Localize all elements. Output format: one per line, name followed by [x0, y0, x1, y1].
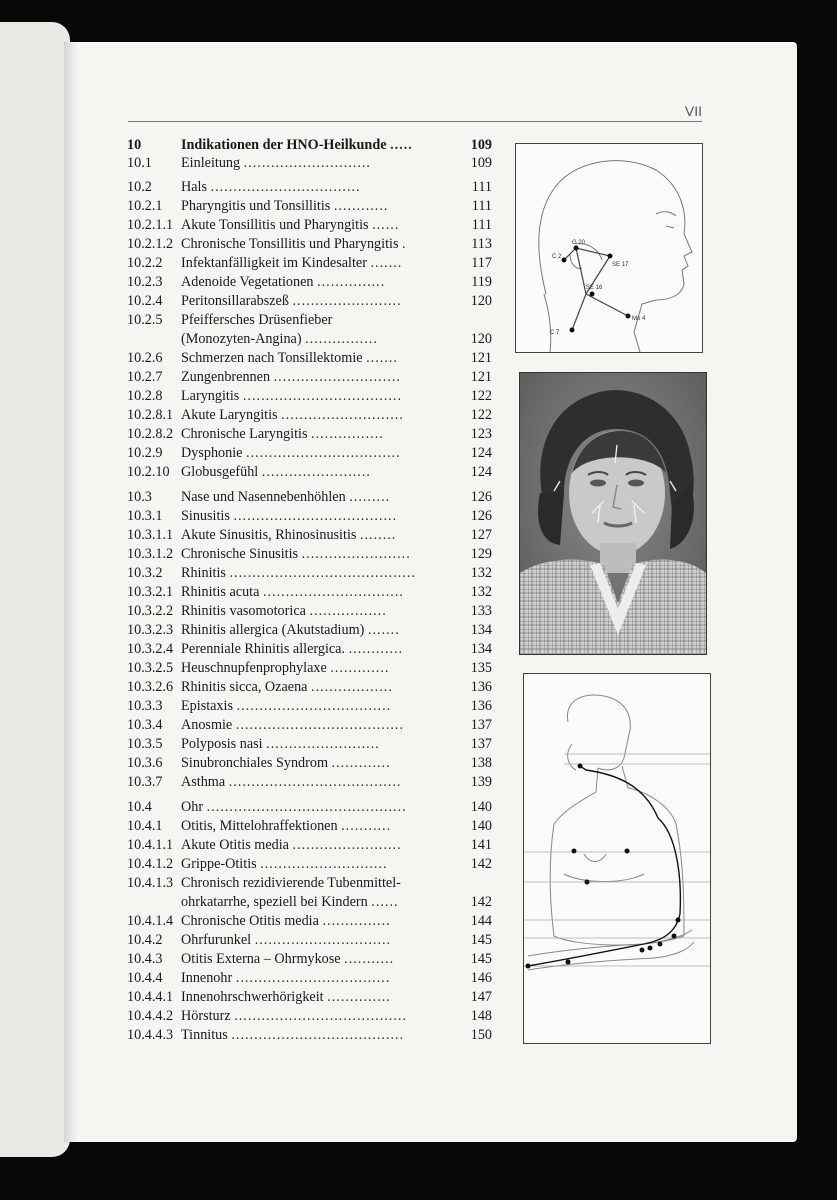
toc-page-number: 139: [470, 774, 492, 790]
toc-page-number: 119: [471, 274, 492, 290]
toc-leader-dots: ......: [372, 217, 400, 233]
toc-title: Chronische Tonsillitis und Pharyngitis .: [181, 236, 407, 252]
toc-page-number: 137: [470, 736, 492, 752]
toc-title: Chronische Laryngitis ................: [181, 426, 384, 442]
toc-section-number: 10.3.2: [127, 565, 163, 581]
toc-entry: [127, 817, 497, 835]
toc-entry: [127, 136, 497, 154]
toc-page-number: 129: [470, 546, 492, 562]
toc-leader-dots: ......................................: [231, 1027, 405, 1043]
head-neck-drawing: [516, 144, 702, 352]
head-neck-figure: [515, 143, 703, 353]
toc-page-number: 137: [470, 717, 492, 733]
toc-leader-dots: ............................: [243, 155, 371, 171]
meridian-figure: [523, 673, 711, 1044]
toc-section-number: 10.4: [127, 799, 152, 815]
toc-section-number: 10.3.2.2: [127, 603, 174, 619]
toc-page-number: 136: [470, 698, 492, 714]
toc-title: Innenohrschwerhörigkeit ..............: [181, 989, 391, 1005]
toc-entry: [127, 988, 497, 1006]
toc-section-number: 10.4.4.1: [127, 989, 174, 1005]
toc-page-number: 126: [470, 489, 492, 505]
toc-entry: [127, 931, 497, 949]
toc-section-number: 10.2.9: [127, 445, 163, 461]
toc-title: ohrkatarrhe, speziell bei Kindern ......: [181, 894, 399, 910]
toc-leader-dots: .........................................: [229, 565, 416, 581]
toc-leader-dots: .............: [331, 755, 391, 771]
toc-leader-dots: ............................: [273, 369, 401, 385]
toc-section-number: 10.2.10: [127, 464, 170, 480]
toc-entry: [127, 545, 497, 563]
toc-leader-dots: ..................................: [235, 970, 391, 986]
toc-leader-dots: ........................: [261, 464, 371, 480]
toc-leader-dots: ...........: [344, 951, 395, 967]
toc-section-number: 10.3.6: [127, 755, 163, 771]
toc-leader-dots: .....: [390, 137, 413, 153]
toc-entry: [127, 678, 497, 696]
toc-title: Rhinitis acuta ...............................: [181, 584, 404, 600]
toc-leader-dots: .......: [366, 350, 398, 366]
toc-page-number: 122: [470, 388, 492, 404]
toc-title: Hörsturz ......................................: [181, 1008, 407, 1024]
toc-page-number: 145: [470, 951, 492, 967]
toc-leader-dots: .................................: [210, 179, 361, 195]
toc-entry: [127, 1026, 497, 1044]
toc-entry: [127, 583, 497, 601]
toc-section-number: 10.4.2: [127, 932, 163, 948]
toc-section-number: 10.4.3: [127, 951, 163, 967]
toc-title: Asthma ......................................: [181, 774, 402, 790]
toc-section-number: 10.2: [127, 179, 152, 195]
toc-page-number: 120: [470, 331, 492, 347]
toc-entry: [127, 488, 497, 506]
toc-page-number: 124: [470, 445, 492, 461]
toc-leader-dots: ...........................: [281, 407, 404, 423]
toc-leader-dots: ........................: [301, 546, 411, 562]
toc-title: Sinusitis ....................................: [181, 508, 398, 524]
toc-entry: [127, 526, 497, 544]
toc-leader-dots: .......: [370, 255, 403, 271]
toc-entry: [127, 235, 497, 253]
toc-page-number: 147: [470, 989, 492, 1005]
toc-page-number: 142: [470, 894, 492, 910]
toc-page-number: 145: [470, 932, 492, 948]
toc-title: Rhinitis sicca, Ozaena ..................: [181, 679, 393, 695]
toc-section-number: 10.3.1.1: [127, 527, 174, 543]
toc-page-number: 135: [470, 660, 492, 676]
toc-leader-dots: ..............................: [254, 932, 392, 948]
toc-entry: [127, 387, 497, 405]
toc-title: Akute Tonsillitis und Pharyngitis ......: [181, 217, 400, 233]
toc-title: Akute Otitis media ........................: [181, 837, 402, 853]
toc-title: Nase und Nasennebenhöhlen .........: [181, 489, 391, 505]
toc-entry: [127, 735, 497, 753]
toc-leader-dots: ......: [371, 894, 399, 910]
toc-title: Laryngitis ...................................: [181, 388, 403, 404]
toc-title: Polyposis nasi .........................: [181, 736, 380, 752]
toc-section-number: 10.4.1: [127, 818, 163, 834]
toc-leader-dots: ..................: [311, 679, 393, 695]
toc-leader-dots: ................: [311, 426, 384, 442]
toc-title: (Monozyten-Angina) ................: [181, 331, 378, 347]
toc-title: Hals .................................: [181, 179, 361, 195]
toc-entry: [127, 602, 497, 620]
toc-section-number: 10.1: [127, 155, 152, 171]
toc-page-number: 111: [471, 217, 492, 233]
toc-leader-dots: ........................: [292, 293, 402, 309]
toc-entry: [127, 463, 497, 481]
toc-title: Globusgefühl ........................: [181, 464, 371, 480]
toc-page-number: 133: [470, 603, 492, 619]
toc-entry: [127, 621, 497, 639]
toc-section-number: 10.3.2.3: [127, 622, 174, 638]
toc-leader-dots: ............: [348, 641, 404, 657]
toc-entry: [127, 273, 497, 291]
toc-title: Infektanfälligkeit im Kindesalter .......: [181, 255, 403, 271]
toc-title: Grippe-Otitis ............................: [181, 856, 388, 872]
toc-page-number: 140: [470, 799, 492, 815]
toc-entry: [127, 773, 497, 791]
toc-section-number: 10.3.3: [127, 698, 163, 714]
toc-page-number: 122: [470, 407, 492, 423]
toc-title: Anosmie .....................................: [181, 717, 405, 733]
toc-page-number: 121: [470, 369, 492, 385]
toc-leader-dots: ...........: [341, 818, 392, 834]
toc-title: Pharyngitis und Tonsillitis ............: [181, 198, 389, 214]
toc-page-number: 134: [470, 622, 492, 638]
toc-leader-dots: ......................................: [228, 774, 402, 790]
toc-leader-dots: ..................................: [236, 698, 392, 714]
meridian-drawing: [524, 674, 710, 1043]
toc-title: Epistaxis ..................................: [181, 698, 392, 714]
toc-leader-dots: .........: [349, 489, 391, 505]
toc-entry: [127, 950, 497, 968]
toc-section-number: 10.2.1.2: [127, 236, 174, 252]
toc-section-number: 10.2.6: [127, 350, 163, 366]
toc-page-number: 141: [470, 837, 492, 853]
toc-leader-dots: ............................................: [206, 799, 407, 815]
toc-title: Otitis, Mittelohraffektionen ...........: [181, 818, 392, 834]
toc-section-number: 10.3.2.6: [127, 679, 174, 695]
toc-section-number: 10.3.7: [127, 774, 163, 790]
toc-leader-dots: .................: [309, 603, 387, 619]
point-label-se17: SE 17: [612, 262, 629, 268]
toc-page-number: 138: [470, 755, 492, 771]
toc-section-number: 10.2.1: [127, 198, 163, 214]
page-number: VII: [684, 103, 702, 119]
toc-title: Chronische Sinusitis ........................: [181, 546, 411, 562]
header-rule: [128, 121, 702, 122]
point-label-mo4: Mo 4: [632, 316, 646, 322]
toc-entry: [127, 311, 497, 329]
toc-section-number: 10.2.7: [127, 369, 163, 385]
toc-page-number: 144: [470, 913, 492, 929]
toc-entry: [127, 640, 497, 658]
toc-title: Innenohr ..................................: [181, 970, 391, 986]
toc-entry: [127, 406, 497, 424]
toc-leader-dots: .: [402, 236, 407, 252]
toc-section-number: 10.3.2.4: [127, 641, 174, 657]
toc-title: Chronische Otitis media ...............: [181, 913, 391, 929]
toc-entry: [127, 855, 497, 873]
toc-leader-dots: ..................................: [246, 445, 401, 461]
toc-page-number: 136: [470, 679, 492, 695]
toc-entry: [127, 292, 497, 310]
toc-section-number: 10.2.8: [127, 388, 163, 404]
toc-title: Adenoide Vegetationen ...............: [181, 274, 386, 290]
point-label-c2: C 2: [552, 254, 562, 260]
point-label-c7: C 7: [550, 330, 560, 336]
toc-page-number: 109: [470, 155, 492, 171]
toc-page-number: 132: [470, 584, 492, 600]
toc-entry: [127, 893, 497, 911]
toc-leader-dots: .....................................: [235, 717, 405, 733]
toc-title: Perenniale Rhinitis allergica. ............: [181, 641, 404, 657]
toc-leader-dots: ...............: [322, 913, 391, 929]
facing-page-edge: [0, 22, 70, 1157]
toc-entry: [127, 330, 497, 348]
toc-leader-dots: ......................................: [234, 1008, 407, 1024]
toc-page-number: 111: [471, 179, 492, 195]
toc-leader-dots: ............................: [260, 856, 388, 872]
toc-section-number: 10.2.3: [127, 274, 163, 290]
toc-page-number: 134: [470, 641, 492, 657]
toc-section-number: 10.3.4: [127, 717, 163, 733]
toc-section-number: 10.2.5: [127, 312, 163, 328]
toc-title: Einleitung ............................: [181, 155, 371, 171]
toc-page-number: 148: [470, 1008, 492, 1024]
toc-leader-dots: ................: [305, 331, 378, 347]
toc-entry: [127, 216, 497, 234]
toc-title: Ohr ............................................: [181, 799, 407, 815]
toc-section-number: 10.3.1.2: [127, 546, 174, 562]
toc-title: Akute Sinusitis, Rhinosinusitis ........: [181, 527, 397, 543]
toc-leader-dots: .......: [367, 622, 400, 638]
toc-page-number: 127: [470, 527, 492, 543]
toc-title: Chronisch rezidivierende Tubenmittel-: [181, 875, 401, 891]
toc-title: Dysphonie ..................................: [181, 445, 401, 461]
toc-page-number: 132: [470, 565, 492, 581]
toc-page-number: 109: [470, 137, 492, 153]
toc-page-number: 123: [470, 426, 492, 442]
toc-entry: [127, 254, 497, 272]
toc-leader-dots: ........: [359, 527, 397, 543]
toc-page-number: 117: [471, 255, 492, 271]
toc-section-number: 10.4.1.1: [127, 837, 174, 853]
toc-entry: [127, 154, 497, 172]
acupuncture-photo: [519, 372, 707, 655]
toc-section-number: 10.4.4.2: [127, 1008, 174, 1024]
page-gutter-shadow: [64, 42, 78, 1142]
toc-leader-dots: ............: [333, 198, 389, 214]
toc-page-number: 121: [470, 350, 492, 366]
toc-entry: [127, 1007, 497, 1025]
toc-section-number: 10.3.1: [127, 508, 163, 524]
toc-title: Zungenbrennen ............................: [181, 369, 401, 385]
toc-section-number: 10.2.2: [127, 255, 163, 271]
toc-leader-dots: ........................: [292, 837, 402, 853]
toc-section-number: 10.3: [127, 489, 152, 505]
toc-section-number: 10.4.4.3: [127, 1027, 174, 1043]
toc-page-number: 150: [470, 1027, 492, 1043]
toc-page-number: 126: [470, 508, 492, 524]
toc-section-number: 10.2.8.2: [127, 426, 174, 442]
toc-page-number: 111: [471, 198, 492, 214]
toc-title: Akute Laryngitis ...........................: [181, 407, 404, 423]
toc-title: Peritonsillarabszeß ........................: [181, 293, 402, 309]
toc-entry: [127, 874, 497, 892]
toc-entry: [127, 368, 497, 386]
toc-leader-dots: ..............: [327, 989, 391, 1005]
toc-title: Indikationen der HNO-Heilkunde .....: [181, 137, 413, 153]
toc-section-number: 10.2.4: [127, 293, 163, 309]
toc-leader-dots: .........................: [266, 736, 380, 752]
toc-title: Sinubronchiales Syndrom .............: [181, 755, 391, 771]
toc-entry: [127, 716, 497, 734]
toc-entry: [127, 425, 497, 443]
toc-leader-dots: .............: [330, 660, 390, 676]
toc-page-number: 113: [471, 236, 492, 252]
toc-section-number: 10.3.5: [127, 736, 163, 752]
toc-title: Pfeiffersches Drüsenfieber: [181, 312, 333, 328]
toc-leader-dots: ...............................: [262, 584, 404, 600]
toc-entry: [127, 178, 497, 196]
toc-section-number: 10.2.1.1: [127, 217, 174, 233]
photo-drawing: [520, 373, 706, 654]
toc-title: Heuschnupfenprophylaxe .............: [181, 660, 390, 676]
toc-title: Otitis Externa – Ohrmykose ...........: [181, 951, 395, 967]
toc-entry: [127, 697, 497, 715]
toc-entry: [127, 507, 497, 525]
toc-title: Ohrfurunkel ..............................: [181, 932, 392, 948]
toc-page-number: 142: [470, 856, 492, 872]
toc-title: Rhinitis .........................................: [181, 565, 416, 581]
toc-page-number: 124: [470, 464, 492, 480]
toc-page-number: 120: [470, 293, 492, 309]
point-label-se16: SE 16: [586, 285, 603, 291]
toc-title: Schmerzen nach Tonsillektomie .......: [181, 350, 398, 366]
toc-entry: [127, 969, 497, 987]
toc-entry: [127, 836, 497, 854]
toc-leader-dots: ....................................: [233, 508, 398, 524]
toc-title: Rhinitis allergica (Akutstadium) .......: [181, 622, 400, 638]
toc-section-number: 10.4.1.2: [127, 856, 174, 872]
toc-section-number: 10.4.1.3: [127, 875, 174, 891]
toc-title: Rhinitis vasomotorica .................: [181, 603, 387, 619]
toc-entry: [127, 659, 497, 677]
toc-entry: [127, 197, 497, 215]
toc-section-number: 10.4.4: [127, 970, 163, 986]
toc-section-number: 10.4.1.4: [127, 913, 174, 929]
toc-section-number: 10: [127, 137, 142, 153]
toc-entry: [127, 349, 497, 367]
toc-entry: [127, 798, 497, 816]
toc-section-number: 10.3.2.5: [127, 660, 174, 676]
toc-title: Tinnitus ......................................: [181, 1027, 405, 1043]
toc-section-number: 10.3.2.1: [127, 584, 174, 600]
toc-entry: [127, 754, 497, 772]
toc-entry: [127, 912, 497, 930]
toc-leader-dots: ...................................: [242, 388, 403, 404]
toc-section-number: 10.2.8.1: [127, 407, 174, 423]
toc-page-number: 146: [470, 970, 492, 986]
point-label-g20: G 20: [572, 240, 586, 246]
toc-page-number: 140: [470, 818, 492, 834]
toc-leader-dots: ...............: [317, 274, 386, 290]
toc-entry: [127, 444, 497, 462]
toc-entry: [127, 564, 497, 582]
